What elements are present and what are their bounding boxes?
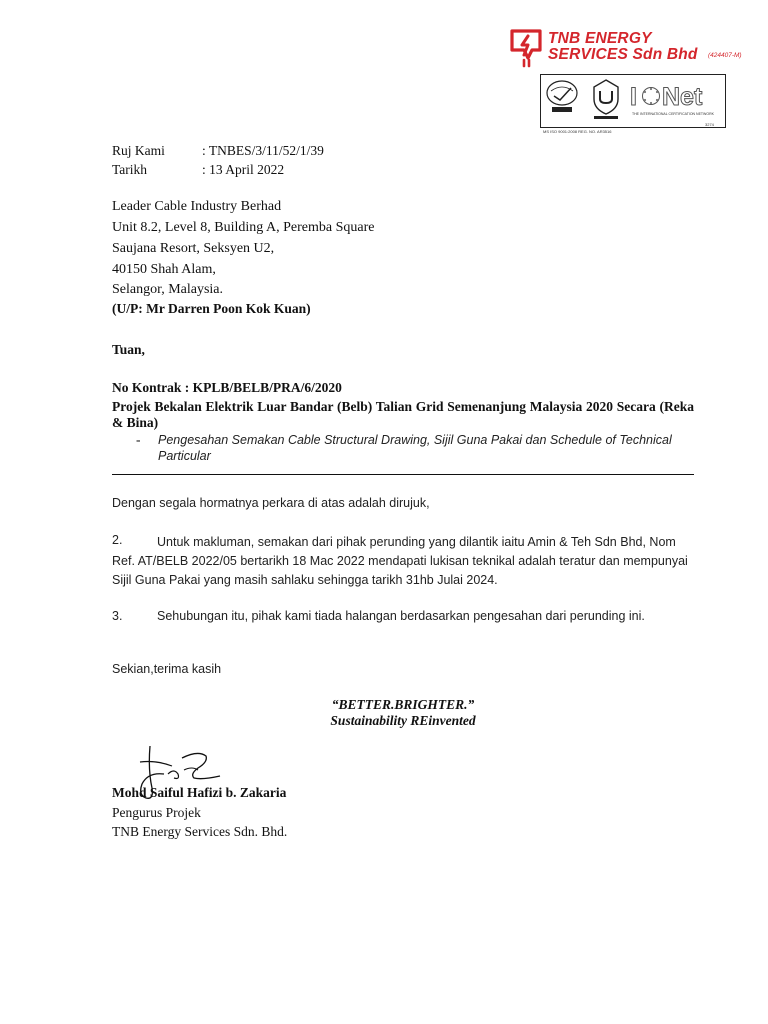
salutation: Tuan, bbox=[112, 342, 145, 357]
date-label: Tarikh bbox=[112, 162, 148, 177]
motto-line1: “BETTER.BRIGHTER.” bbox=[331, 697, 475, 712]
signer-title: Pengurus Projek bbox=[112, 805, 201, 820]
tnb-logo-icon bbox=[508, 28, 544, 68]
letter-date: : 13 April 2022 bbox=[202, 162, 285, 177]
paragraph-2: Untuk makluman, semakan dari pihak perunding yang dilantik iaitu Amin & Teh Sdn Bhd, Nom Ref. AT/BELB 2022/05 bertarikh 18 Mac 2022 mendapati lukisan teknikal adalah teratur dan mempunyai Sijil Guna Pakai yang masih sahlaku sehingga tarikh 31hb Julai 2024. bbox=[112, 535, 688, 587]
subject-bullet: - bbox=[136, 432, 141, 447]
motto-line2: Sustainability REinvented bbox=[330, 713, 476, 728]
brand-name-line1: TNB ENERGY bbox=[548, 30, 652, 47]
reference-number: : TNBES/3/11/52/1/39 bbox=[202, 143, 324, 158]
company-registration: (424407-M) bbox=[708, 52, 742, 59]
closing-remark: Sekian,terima kasih bbox=[112, 662, 222, 676]
brand-name-line2: SERVICES Sdn Bhd bbox=[548, 46, 698, 63]
certification-note: MS ISO 9001:2008 REG. NO. AR3516 bbox=[543, 129, 612, 134]
address-line: Selangor, Malaysia. bbox=[112, 282, 224, 297]
intro-paragraph: Dengan segala hormatnya perkara di atas adalah dirujuk, bbox=[112, 496, 430, 510]
certification-number: 3274 bbox=[705, 122, 714, 127]
iqnet-logo-icon bbox=[630, 83, 720, 111]
paragraph-3: Sehubungan itu, pihak kami tiada halangan berdasarkan pengesahan dari perunding ini. bbox=[157, 609, 645, 623]
iqnet-note: THE INTERNATIONAL CERTIFICATION NETWORK bbox=[632, 112, 714, 116]
signer-company: TNB Energy Services Sdn. Bhd. bbox=[112, 824, 288, 839]
address-line: 40150 Shah Alam, bbox=[112, 262, 216, 277]
attention-line: (U/P: Mr Darren Poon Kok Kuan) bbox=[112, 301, 311, 316]
reference-label: Ruj Kami bbox=[112, 143, 165, 158]
address-line: Leader Cable Industry Berhad bbox=[112, 199, 282, 214]
quality-certified-badge-icon bbox=[543, 77, 581, 117]
contract-number: No Kontrak : KPLB/BELB/PRA/6/2020 bbox=[112, 380, 342, 395]
svg-text:Net: Net bbox=[662, 83, 703, 111]
subject-divider bbox=[112, 474, 694, 475]
signer-name: Mohd Saiful Hafizi b. Zakaria bbox=[112, 785, 287, 800]
paragraph-number: 2. bbox=[112, 533, 123, 547]
ukas-badge-icon bbox=[585, 77, 627, 123]
address-line: Saujana Resort, Seksyen U2, bbox=[112, 241, 275, 256]
paragraph-number: 3. bbox=[112, 609, 123, 623]
subject-item: Pengesahan Semakan Cable Structural Drawing, Sijil Guna Pakai dan Schedule of Technical Particular bbox=[158, 433, 672, 463]
svg-text:I: I bbox=[630, 83, 637, 111]
address-line: Unit 8.2, Level 8, Building A, Peremba Square bbox=[112, 220, 375, 235]
project-title: Projek Bekalan Elektrik Luar Bandar (Belb) Talian Grid Semenanjung Malaysia 2020 Secara (Reka & Bina) bbox=[112, 399, 694, 430]
